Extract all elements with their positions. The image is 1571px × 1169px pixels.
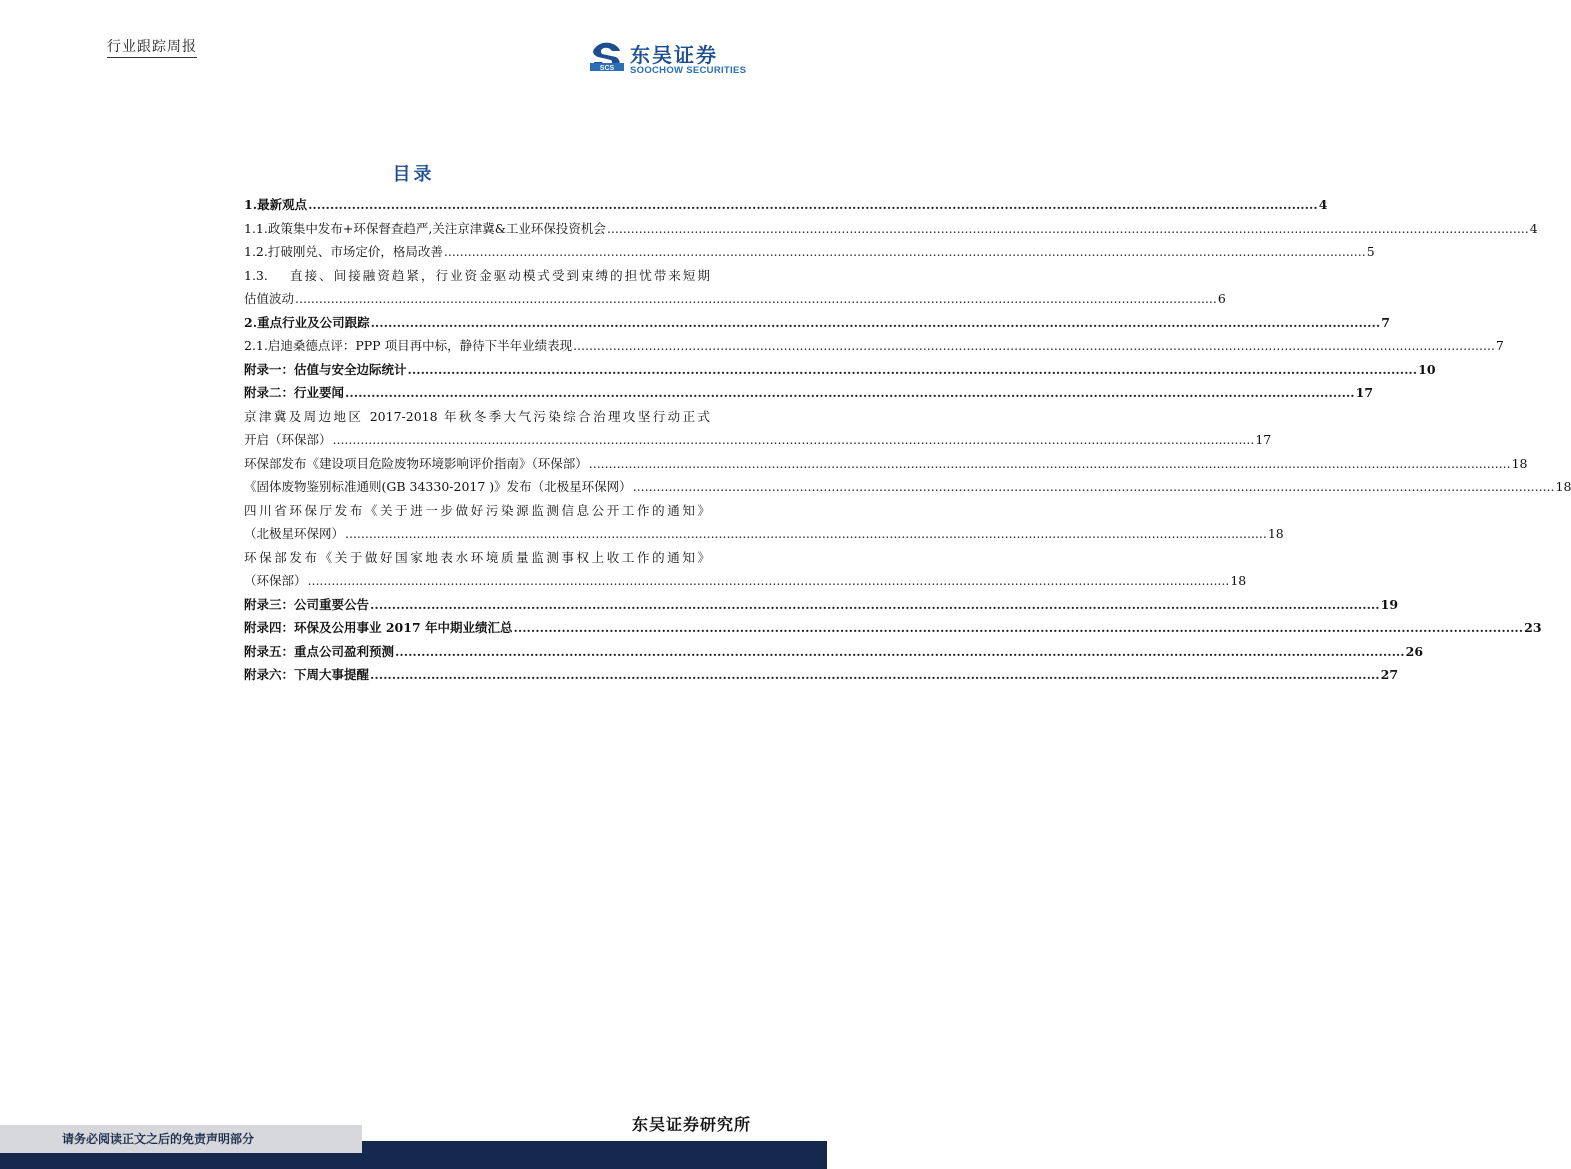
toc-entry-line[interactable] (244, 569, 1247, 593)
toc-entry[interactable] (244, 311, 1390, 335)
toc-leader-dots (607, 217, 1529, 241)
toc-entry-page: 7 (1381, 314, 1390, 330)
toc-entry-text: 环保部发布《建设项目危险废物环境影响评价指南》（环保部） (244, 455, 588, 471)
toc-entry[interactable] (244, 616, 1542, 640)
toc-entry-number: 2. (244, 314, 258, 330)
toc-entry-text-cont: 估值波动 (244, 291, 295, 306)
toc-entry-text: 附录三：公司重要公告 (244, 596, 370, 612)
toc-entry-line[interactable] (244, 405, 710, 429)
toc-entry-page: 17 (1255, 432, 1272, 447)
toc-entry[interactable] (244, 663, 1399, 687)
toc-leader-dots (395, 640, 1405, 664)
toc-entry[interactable] (244, 452, 1528, 476)
table-of-contents (244, 193, 1571, 687)
toc-entry-number: 2.1. (244, 338, 268, 353)
toc-entry-text-cont: 开启（环保部） (244, 432, 332, 447)
toc-entry-text: 附录五：重点公司盈利预测 (244, 643, 395, 659)
toc-entry-line[interactable] (244, 546, 710, 570)
toc-leader-dots (308, 569, 1230, 593)
toc-entry-text: 附录一：估值与安全边际统计 (244, 361, 407, 377)
toc-entry-page: 5 (1366, 244, 1375, 259)
toc-entry-page: 4 (1318, 197, 1328, 212)
toc-entry-text: 打破刚兑、市场定价，格局改善 (267, 244, 443, 259)
toc-leader-dots (370, 593, 1380, 617)
toc-entry-page: 4 (1529, 220, 1538, 236)
brand-logo (590, 39, 755, 79)
toc-entry-line[interactable] (244, 428, 1272, 452)
toc-entry-page: 6 (1217, 291, 1226, 306)
toc-entry-text: 最新观点 (257, 197, 308, 212)
footer-disclaimer-box (0, 1125, 362, 1153)
toc-entry-text: 环保部发布《关于做好国家地表水环境质量监测事权上收工作的通知》 (244, 549, 710, 565)
toc-entry-text: 四川省环保厅发布《关于进一步做好污染源监测信息公开工作的通知》 (244, 502, 710, 518)
brand-name-en: SOOCHOW SECURITIES (630, 65, 747, 76)
toc-entry-text: 京津冀及周边地区 2017-2018 年秋冬季大气污染综合治理攻坚行动正式 (244, 408, 710, 424)
toc-entry-page: 10 (1418, 361, 1436, 377)
toc-leader-dots (589, 452, 1511, 476)
toc-entry[interactable] (244, 475, 1571, 499)
toc-entry-page: 18 (1230, 573, 1247, 588)
toc-leader-dots (444, 240, 1366, 264)
toc-leader-dots (573, 334, 1495, 358)
toc-entry-page: 18 (1555, 479, 1571, 494)
toc-leader-dots (345, 522, 1267, 546)
toc-leader-dots (633, 475, 1555, 499)
footer-institute: 东吴证券研究所 (631, 1115, 751, 1134)
toc-entry[interactable] (244, 358, 1436, 382)
toc-entry-text: 附录六：下周大事提醒 (244, 667, 370, 682)
toc-entry-page: 18 (1267, 526, 1284, 541)
toc-leader-dots (308, 193, 1318, 217)
toc-entry-line[interactable] (244, 287, 1226, 311)
toc-entry-line[interactable] (244, 499, 710, 523)
toc-leader-dots (333, 428, 1255, 452)
toc-entry[interactable] (244, 240, 1375, 264)
toc-entry-text: 政策集中发布+环保督查趋严,关注京津冀&工业环保投资机会 (267, 220, 606, 236)
brand-name-cn: 东吴证券 (630, 43, 718, 67)
toc-entry-page: 18 (1511, 455, 1528, 471)
toc-entry-number: 1.3. (244, 267, 268, 283)
toc-entry-page: 26 (1405, 643, 1424, 659)
toc-entry-text: 重点行业及公司跟踪 (257, 314, 370, 330)
toc-entry-number: 1.1. (244, 220, 268, 236)
toc-entry-page: 17 (1355, 385, 1374, 400)
toc-leader-dots (514, 616, 1524, 640)
toc-entry[interactable] (244, 217, 1538, 241)
toc-leader-dots (371, 311, 1381, 335)
report-type-label: 行业跟踪周报 (107, 36, 197, 58)
toc-title: 目录 (392, 164, 435, 185)
logo-mark-text: SCS (599, 65, 615, 72)
toc-entry-text: 《固体废物鉴别标准通则(GB 34330-2017 )》发布（北极星环保网） (244, 479, 632, 494)
soochow-logo-icon (590, 39, 624, 73)
toc-entry-text-cont: （环保部） (244, 573, 307, 588)
toc-entry[interactable] (244, 381, 1374, 405)
footer-disclaimer: 请务必阅读正文之后的免责声明部分 (62, 1132, 255, 1146)
toc-entry-page: 23 (1524, 620, 1542, 635)
toc-entry-line[interactable] (244, 522, 1284, 546)
toc-entry-page: 27 (1380, 667, 1399, 682)
toc-entry-number: 1. (244, 197, 258, 212)
toc-entry-page: 7 (1495, 338, 1504, 353)
toc-entry[interactable] (244, 193, 1328, 217)
toc-entry-text: 附录四：环保及公用事业 2017 年中期业绩汇总 (244, 620, 513, 635)
toc-entry-text: 启迪桑德点评：PPP 项目再中标，静待下半年业绩表现 (267, 338, 573, 353)
toc-entry-text: 附录二：行业要闻 (244, 385, 345, 400)
toc-entry-line[interactable] (244, 264, 710, 288)
toc-leader-dots (345, 381, 1355, 405)
toc-entry-text: 直接、间接融资趋紧，行业资金驱动模式受到束缚的担忧带来短期 (288, 267, 710, 283)
toc-entry-text-cont: （北极星环保网） (244, 526, 345, 541)
toc-leader-dots (370, 663, 1380, 687)
toc-entry-page: 19 (1380, 596, 1399, 612)
toc-entry-number: 1.2. (244, 244, 268, 259)
toc-entry[interactable] (244, 640, 1424, 664)
toc-leader-dots (408, 358, 1418, 382)
toc-entry[interactable] (244, 593, 1399, 617)
toc-leader-dots (295, 287, 1217, 311)
toc-entry[interactable] (244, 334, 1504, 358)
